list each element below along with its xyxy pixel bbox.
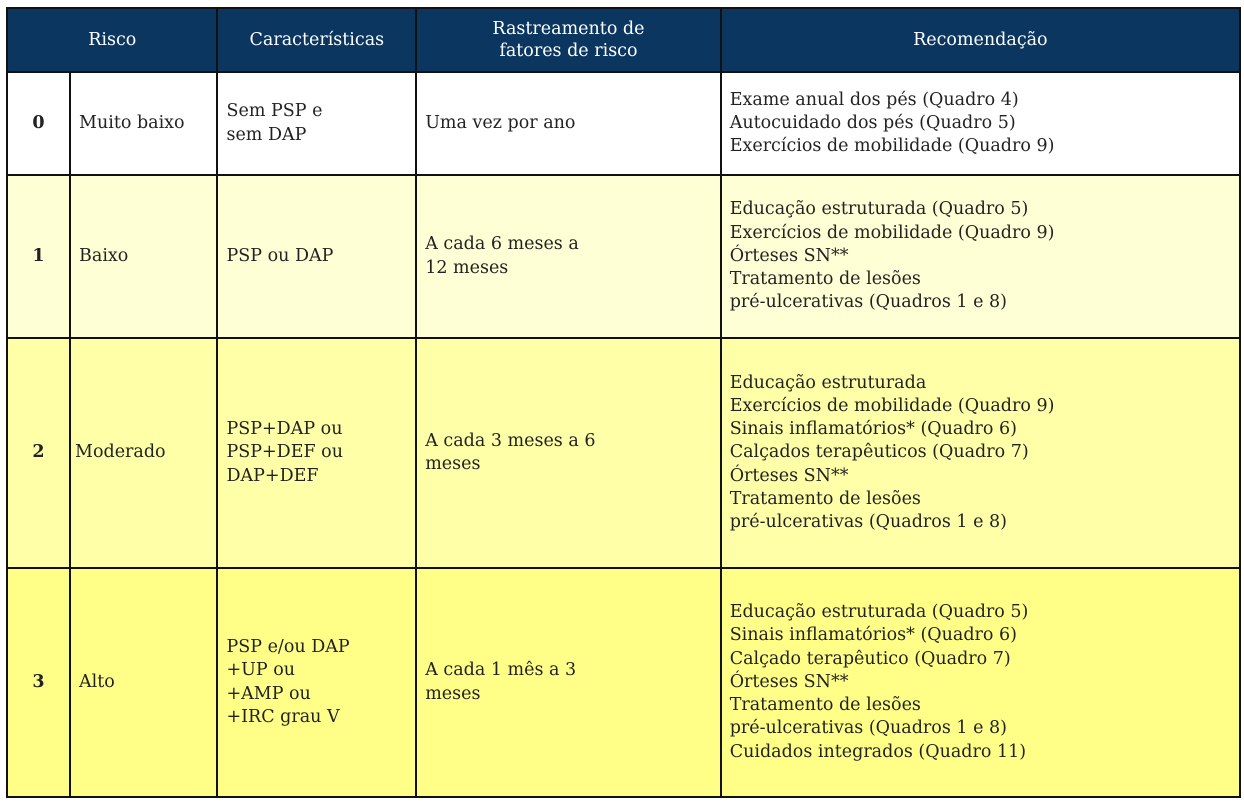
characteristics-line: DAP+DEF [226, 465, 319, 486]
recommendation-item: pré-ulcerativas (Quadros 1 e 8) [729, 292, 1007, 313]
table-row-risk-1 [7, 175, 1240, 338]
screening-line: meses [425, 454, 481, 474]
screening-cell [416, 568, 721, 797]
recommendation-item: Sinais inflamatórios* (Quadro 6) [729, 419, 1017, 440]
table-row-risk-3 [7, 568, 1240, 797]
screening-line: A cada 3 meses a 6 [425, 430, 596, 451]
screening-line: A cada 1 mês a 3 [425, 660, 577, 681]
header-risk: Risco [7, 8, 217, 72]
header-characteristics: Características [217, 8, 416, 72]
characteristics-line: +AMP ou [226, 683, 311, 704]
screening-line: Uma vez por ano [425, 112, 576, 133]
recommendation-cell [721, 338, 1240, 568]
risk-number: 0 [7, 72, 70, 175]
recommendation-item: pré-ulcerativas (Quadros 1 e 8) [729, 718, 1007, 739]
recommendation-item: Educação estruturada (Quadro 5) [729, 602, 1029, 623]
risk-level: Muito baixo [70, 72, 217, 175]
header-screening [416, 8, 721, 72]
recommendation-item: Calçados terapêuticos (Quadro 7) [729, 442, 1029, 463]
recommendation-item: Autocuidado dos pés (Quadro 5) [729, 112, 1016, 133]
recommendation-item: Cuidados integrados (Quadro 11) [729, 741, 1027, 762]
recommendation-item: Sinais inflamatórios* (Quadro 6) [729, 625, 1017, 646]
characteristics-line: PSP+DEF ou [226, 442, 343, 463]
screening-line: meses [425, 683, 481, 704]
recommendation-item: Órteses SN** [729, 671, 849, 692]
recommendation-item: Educação estruturada (Quadro 5) [729, 199, 1029, 220]
characteristics-line: +IRC grau V [226, 706, 340, 727]
recommendation-cell [721, 568, 1240, 797]
header-row [7, 8, 1240, 72]
screening-line: A cada 6 meses a [425, 234, 579, 255]
risk-number: 1 [7, 175, 70, 338]
recommendation-item: Exercícios de mobilidade (Quadro 9) [729, 395, 1055, 416]
recommendation-cell [721, 72, 1240, 175]
characteristics-line: sem DAP [226, 124, 307, 145]
screening-cell [416, 338, 721, 568]
screening-line: 12 meses [425, 257, 509, 278]
risk-classification-table [6, 7, 1241, 798]
recommendation-cell [721, 175, 1240, 338]
characteristics-cell [217, 175, 416, 338]
characteristics-cell [217, 568, 416, 797]
recommendation-item: Tratamento de lesões [729, 695, 921, 716]
recommendation-item: Educação estruturada [729, 372, 927, 393]
recommendation-item: Exercícios de mobilidade (Quadro 9) [729, 136, 1055, 157]
recommendation-item: Tratamento de lesões [729, 488, 921, 509]
characteristics-cell [217, 72, 416, 175]
risk-number: 3 [7, 568, 70, 797]
table-row-risk-0 [7, 72, 1240, 175]
recommendation-item: Exame anual dos pés (Quadro 4) [729, 89, 1019, 110]
risk-level: Moderado [70, 338, 217, 568]
header-screening-line2: fatores de risco [499, 41, 638, 61]
risk-number: 2 [7, 338, 70, 568]
characteristics-line: Sem PSP e [226, 101, 323, 122]
characteristics-line: PSP ou DAP [226, 245, 334, 266]
characteristics-cell [217, 338, 416, 568]
risk-level: Baixo [70, 175, 217, 338]
characteristics-line: PSP e/ou DAP [226, 637, 350, 658]
screening-cell [416, 72, 721, 175]
recommendation-item: pré-ulcerativas (Quadros 1 e 8) [729, 512, 1007, 532]
header-recommendation: Recomendação [721, 8, 1240, 72]
header-screening-line1: Rastreamento de [492, 19, 645, 39]
characteristics-line: PSP+DAP ou [226, 419, 343, 440]
recommendation-item: Exercícios de mobilidade (Quadro 9) [729, 222, 1055, 243]
recommendation-item: Órteses SN** [729, 465, 849, 486]
table-row-risk-2 [7, 338, 1240, 568]
characteristics-line: +UP ou [226, 660, 296, 681]
recommendation-item: Calçado terapêutico (Quadro 7) [729, 648, 1011, 669]
recommendation-item: Órteses SN** [729, 245, 849, 266]
risk-level: Alto [70, 568, 217, 797]
screening-cell [416, 175, 721, 338]
recommendation-item: Tratamento de lesões [729, 269, 921, 290]
